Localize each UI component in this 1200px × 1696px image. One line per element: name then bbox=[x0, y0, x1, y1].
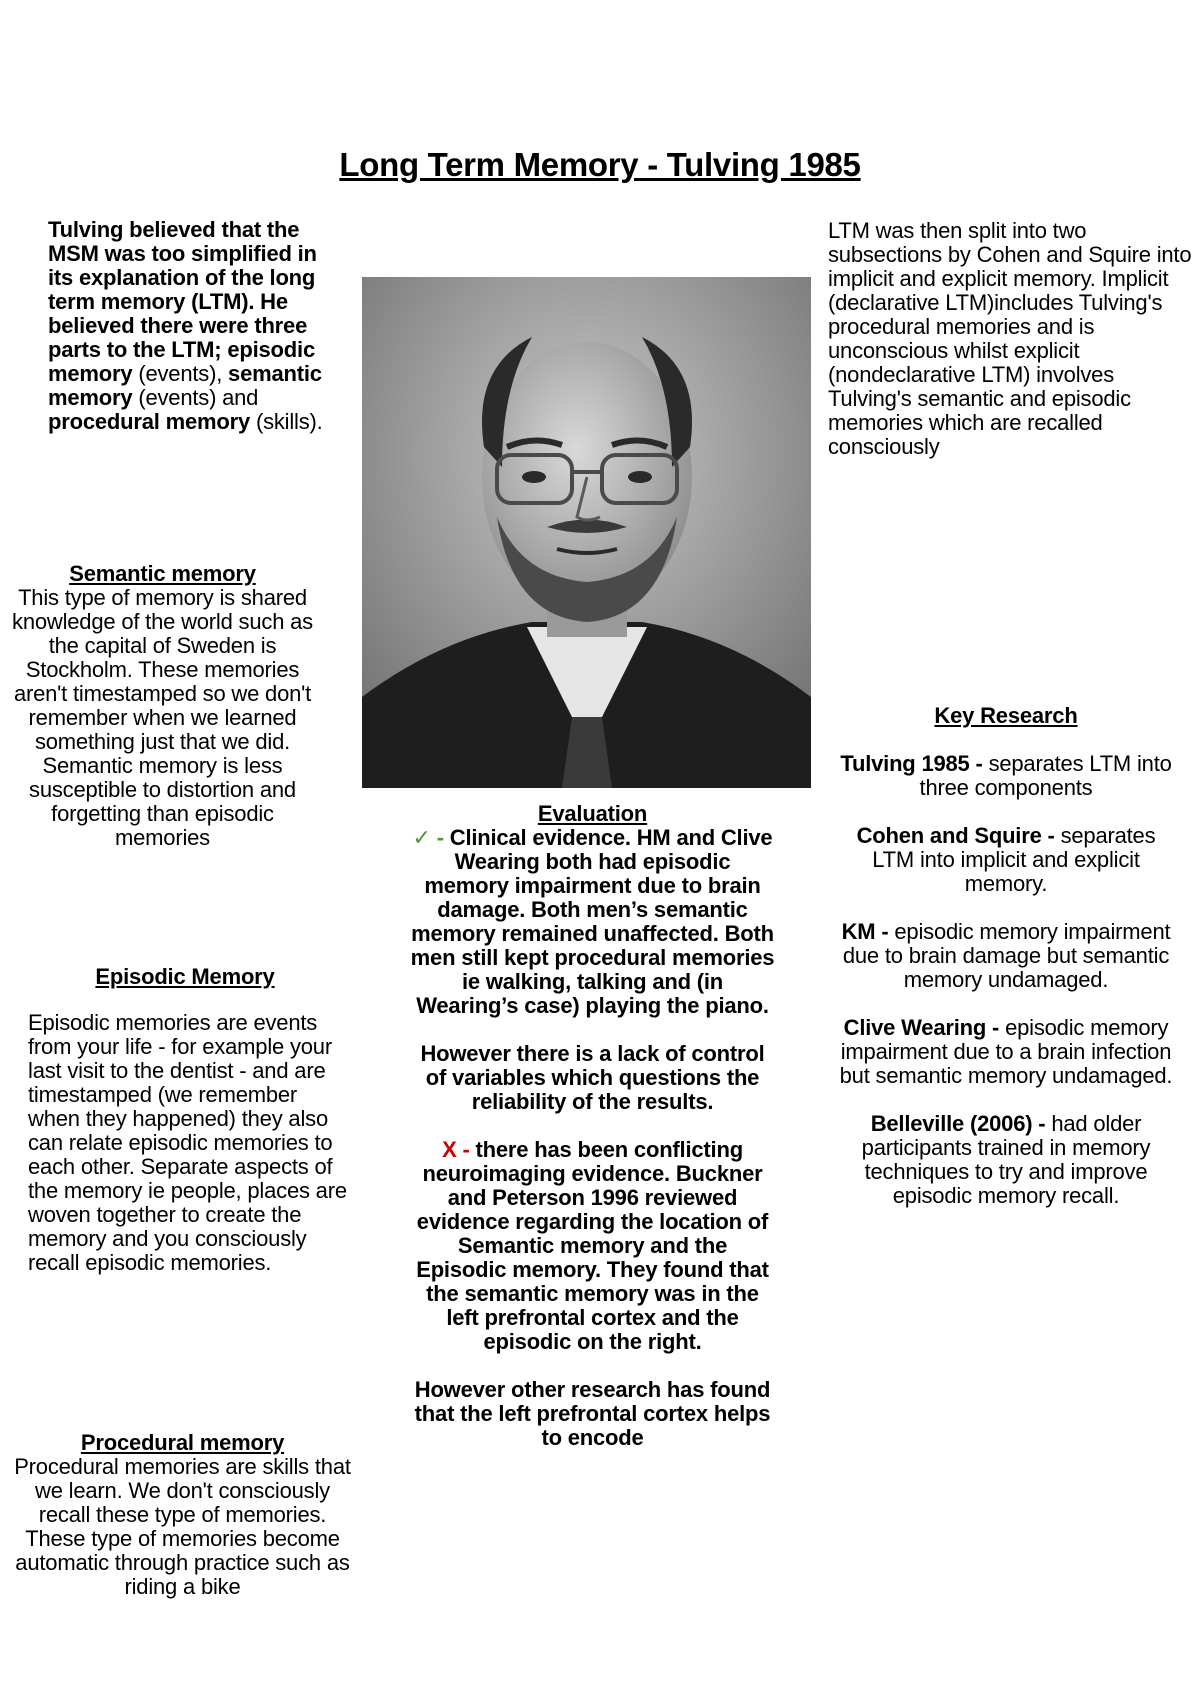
evaluation-weakness-text: there has been conflicting neuroimaging evidence. Buckner and Peterson 1996 reviewed evidence regarding the location of Semantic memory and the Episodic memory. They found that the semantic memory was in the left prefrontal cortex and the episodic on the right. bbox=[416, 1137, 769, 1354]
evaluation-weakness bbox=[410, 1138, 775, 1354]
key-research-name: Clive Wearing - bbox=[843, 1015, 1000, 1040]
evaluation-strength bbox=[410, 826, 775, 1018]
episodic-memory-term: episodic memory bbox=[48, 337, 315, 386]
key-research-name: Belleville (2006) - bbox=[870, 1111, 1046, 1136]
key-research-desc: episodic memory impairment due to a brain infection but semantic memory undamaged. bbox=[839, 1015, 1173, 1088]
episodic-memory-heading: Episodic Memory bbox=[95, 964, 275, 989]
key-research-item bbox=[835, 752, 1177, 800]
cross-dash: - bbox=[462, 1137, 470, 1162]
evaluation-weakness-followup: However other research has found that the left prefrontal cortex helps to encode bbox=[414, 1377, 771, 1450]
procedural-memory-heading: Procedural memory bbox=[80, 1430, 285, 1455]
intro-text bbox=[48, 218, 338, 434]
key-research-item bbox=[835, 1016, 1177, 1088]
key-research-item bbox=[835, 824, 1177, 896]
episodic-memory-desc: (events), bbox=[138, 361, 223, 386]
semantic-memory-section bbox=[10, 562, 315, 850]
evaluation-heading: Evaluation bbox=[537, 802, 648, 826]
ltm-split-text: LTM was then split into two subsections by Cohen and Squire into implicit and explicit memory. Implicit (declarative LTM)includes Tulving's procedural memories and is unconscious whilst explicit (nondeclarative LTM) involves Tulving's semantic and episodic memories which are recalled consciously bbox=[828, 218, 1192, 459]
key-research-name: Tulving 1985 - bbox=[840, 751, 983, 776]
semantic-memory-heading: Semantic memory bbox=[69, 561, 256, 586]
intro-lead: Tulving believed that the MSM was too simplified in its explanation of the long term memory (LTM). He believed there were three parts to the LTM; bbox=[48, 217, 317, 362]
cross-icon: X bbox=[442, 1137, 457, 1162]
evaluation-strength-caveat: However there is a lack of control of variables which questions the reliability of the results. bbox=[420, 1041, 765, 1114]
key-research-item bbox=[835, 1112, 1177, 1208]
page-title: Long Term Memory - Tulving 1985 bbox=[339, 146, 861, 183]
key-research-name: KM - bbox=[841, 919, 889, 944]
tick-dash: - bbox=[436, 825, 444, 850]
tick-icon: ✓ bbox=[412, 825, 431, 850]
key-research-desc: had older participants trained in memory techniques to try and improve episodic memory recall. bbox=[861, 1111, 1151, 1208]
procedural-memory-term: procedural memory bbox=[48, 409, 251, 434]
procedural-memory-section bbox=[10, 1431, 355, 1599]
semantic-memory-term: semantic memory bbox=[48, 361, 322, 410]
key-research-desc: separates LTM into implicit and explicit memory. bbox=[872, 823, 1156, 896]
evaluation-strength-text: Clinical evidence. HM and Clive Wearing both had episodic memory impairment due to brain damage. Both men’s semantic memory remained unaffected. Both men still kept procedural memories ie walking, talking and (in Wearing’s case) playing the piano. bbox=[410, 825, 775, 1018]
semantic-memory-desc: (events) and bbox=[138, 385, 259, 410]
key-research-desc: episodic memory impairment due to brain damage but semantic memory undamaged. bbox=[842, 919, 1171, 992]
key-research-item bbox=[835, 920, 1177, 992]
key-research-desc: separates LTM into three components bbox=[919, 751, 1172, 800]
procedural-memory-desc: (skills). bbox=[255, 409, 323, 434]
evaluation-section bbox=[410, 802, 775, 1533]
key-research-section bbox=[835, 704, 1177, 1232]
episodic-memory-text: Episodic memories are events from your life - for example your last visit to the dentist - and are timestamped (we remember when they happened) they also can relate episodic memories to each other. Separate aspects of the memory ie people, places are woven together to create the memory and you consciously recall episodic memories. bbox=[28, 1010, 347, 1275]
portrait-photo bbox=[362, 277, 811, 788]
procedural-memory-text: Procedural memories are skills that we learn. We don't consciously recall these type of memories. These type of memories become automatic through practice such as riding a bike bbox=[14, 1454, 351, 1599]
key-research-heading: Key Research bbox=[934, 703, 1078, 728]
semantic-memory-text: This type of memory is shared knowledge of the world such as the capital of Sweden is Stockholm. These memories aren't timestamped so we don't remember when we learned something just that we did. Semantic memory is less susceptible to distortion and forgetting than episodic memories bbox=[12, 585, 313, 850]
portrait-illustration bbox=[362, 277, 811, 788]
key-research-name: Cohen and Squire - bbox=[856, 823, 1055, 848]
